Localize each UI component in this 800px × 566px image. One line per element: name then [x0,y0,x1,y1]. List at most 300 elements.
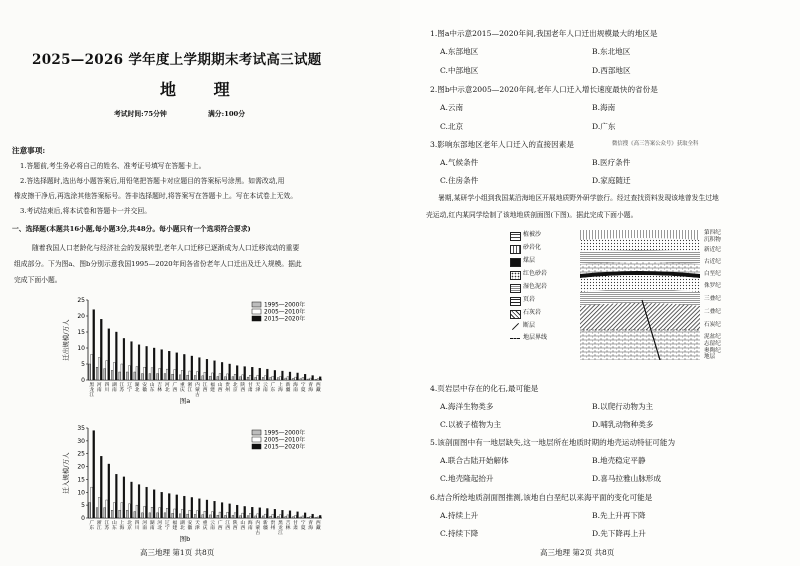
bar [115,332,117,380]
bar [149,513,151,518]
bar [310,516,312,518]
bar [141,513,143,518]
x-tick-label: 广东 [270,383,276,393]
bar [312,376,314,380]
bar [128,366,130,380]
bar [272,514,274,518]
y-tick-label: 0 [81,377,85,384]
legend-swatch [510,258,521,267]
stratum-label: 第四纪 [704,230,721,236]
bar [93,431,95,518]
legend-label: 湿色泥岩 [523,283,548,290]
bar [153,490,155,518]
bar [255,516,257,518]
bar [181,370,183,380]
q2-option-a[interactable]: A.云南 [440,103,464,112]
bar [161,492,163,518]
bar [214,501,216,518]
x-tick-label: 四川 [134,521,140,531]
stratum-label: 白垩纪 [704,271,721,277]
bar [270,377,272,380]
bar [168,351,170,380]
y-tick-label: 25 [77,450,85,458]
bar [229,504,231,518]
legend-label: 植被沙 [523,231,542,238]
q4-option-c[interactable]: C.以被子植物为主 [440,420,502,429]
bar [172,513,174,518]
x-tick-label: 青海 [308,521,314,531]
geology-diagram [510,230,770,360]
q4-option-a[interactable]: A.海洋生物类多 [440,402,494,411]
x-tick-label: 贵州 [270,521,276,531]
stratum-label: 古近纪 [704,259,721,265]
bar [96,508,98,518]
fault-symbol [512,323,519,330]
q5-option-b[interactable]: B.地壳稳定平静 [592,456,646,465]
x-tick-label: 河南 [142,521,148,531]
bar [249,375,251,380]
boundary-symbol [510,338,520,339]
bar [251,367,253,380]
bar [89,503,91,518]
q3-option-c[interactable]: C.住房条件 [440,176,479,185]
bar [191,497,193,518]
bar [138,345,140,380]
x-tick-label: 上海 [119,521,125,531]
bar [266,508,268,518]
q3-option-b[interactable]: B.医疗条件 [592,158,631,167]
bar [242,375,244,380]
bar [119,372,121,380]
legend-label: 1995—2000年 [264,302,306,309]
bar [247,377,249,380]
bar [176,353,178,380]
bar [189,371,191,380]
q2-option-d[interactable]: D.广东 [592,122,616,131]
bar [242,513,244,518]
bar [202,515,204,518]
bar [285,516,287,518]
bar [319,377,321,380]
bar [199,358,201,380]
bar [224,515,226,518]
watermark-stamp: 微信搜《高三答案公众号》获取全科 [612,141,699,147]
x-tick-label: 山东 [149,383,155,393]
x-tick-label: 天津 [195,521,200,531]
bar [179,375,181,380]
x-tick-label: 西藏 [315,521,321,531]
y-axis-label: 迁入规模/万人 [62,452,70,494]
y-tick-label: 30 [77,437,85,445]
x-tick-label: 山西 [240,521,246,531]
bar [289,372,291,380]
y-tick-label: 5 [81,361,85,368]
bar [292,378,294,380]
bar [98,358,100,380]
q3-option-a[interactable]: A.气候条件 [440,158,479,167]
q6-option-a[interactable]: A.持续上升 [440,511,479,520]
bar [308,379,310,380]
bar [289,511,291,518]
x-tick-label: 江苏 [104,521,110,531]
bar [164,374,166,380]
bar [89,364,91,380]
bar [146,487,148,518]
legend-swatch [510,310,521,319]
x-tick-label: 黑龙江 [89,383,95,398]
bar [304,374,306,380]
q6-option-d[interactable]: D.先下降再上升 [592,529,646,538]
bar [232,515,234,518]
bar [161,350,163,380]
bar [234,513,236,518]
x-tick-label: 重庆 [179,383,185,393]
x-tick-label: 海南 [247,521,253,531]
bar [136,505,138,518]
bar [236,366,238,380]
bar [264,514,266,518]
bar [126,510,128,518]
page-footer: 高三地理 第2页 共8页 [540,548,615,557]
bar [183,354,185,380]
bar [277,516,279,518]
bar [126,372,128,380]
bar [240,516,242,518]
bar [131,482,133,518]
q1-option-b[interactable]: B.东北地区 [592,47,631,56]
bar [209,515,211,518]
bar [194,514,196,518]
q6-option-c[interactable]: C.持续下降 [440,529,479,538]
notice-line: 1.答题前,考生务必将自己的姓名、准考证号填写在答题卡上。 [20,162,206,170]
bar [287,515,289,518]
subject-title: 地 理 [160,80,246,99]
bar [262,377,264,380]
x-tick-label: 山东 [112,521,117,531]
x-tick-label: 吉林 [157,383,163,393]
bar [211,512,213,518]
bar [164,513,166,518]
bar [266,369,268,380]
bar [153,348,155,380]
x-tick-label: 内蒙古 [195,383,200,398]
bar [166,508,168,518]
exam-title: 2025—2026 学年度上学期期末考试高三试题 [32,52,322,68]
bar [224,377,226,380]
bar [227,374,229,380]
bar [100,456,102,518]
bar [98,497,100,518]
y-tick-label: 0 [81,515,85,522]
question-4: 4.页岩层中存在的化石,最可能是 [430,384,539,393]
legend-label: 断层 [523,322,536,329]
bar [93,310,95,380]
legend-label: 2005—2010年 [264,309,306,316]
q3-option-d[interactable]: D.家庭随迁 [592,176,631,185]
legend-label: 2005—2010年 [264,437,306,444]
notice-line: 3.考试结束后,将本试卷和答题卡一并交回。 [20,207,151,215]
bar [149,374,151,380]
bar [196,372,198,380]
q4-option-b[interactable]: B.以爬行动物为主 [592,402,654,411]
question-2: 2.图b中示意2005—2020年间,老年人口迁入增长速度最快的省份是 [430,85,658,94]
bar [300,517,302,518]
bar [236,505,238,518]
bar [214,361,216,380]
bar [168,494,170,518]
bar [194,376,196,380]
chart-caption: 图b [179,535,191,542]
bar [206,500,208,518]
legend-label: 石灰岩 [523,309,542,316]
stratum-label: 地层 [704,354,716,360]
bar [317,517,319,518]
x-tick-label: 甘肃 [247,383,253,393]
x-tick-label: 重庆 [202,521,208,531]
bar [189,510,191,518]
x-tick-label: 西藏 [315,383,321,393]
bar [262,516,264,518]
bar [302,377,304,380]
x-tick-label: 江西 [225,521,231,531]
bar [229,364,231,380]
bar [227,512,229,518]
bar [183,496,185,518]
legend-swatch [510,284,521,293]
bar [181,510,183,518]
bar [104,369,106,380]
bar [134,372,136,380]
y-tick-label: 15 [77,476,85,484]
x-tick-label: 安徽 [187,521,193,531]
bar [131,342,133,380]
legend-swatch [510,271,521,280]
bar [282,510,284,518]
q4-option-d[interactable]: D.哺乳动物种类多 [592,420,654,429]
q1-option-a[interactable]: A.东部地区 [440,47,479,56]
x-tick-label: 黑龙江 [278,521,283,536]
stratum-label: 奥陶纪 [704,348,721,354]
bar [232,377,234,380]
x-tick-label: 辽宁 [127,383,132,393]
bar [111,370,113,380]
x-tick-label: 湖南 [149,521,155,531]
bar [121,503,123,518]
section-title: 一、选择题(本题共16小题,每小题3分,共48分。每小题只有一个选项符合要求) [12,225,251,233]
stratum-label: 志留纪 [704,341,721,347]
bar [221,362,223,380]
x-tick-label: 辽宁 [164,521,170,531]
bar [255,377,257,380]
bar [151,507,153,518]
bar [202,376,204,380]
bar [240,377,242,380]
bar [104,508,106,518]
y-tick-label: 35 [77,425,85,432]
bar [174,370,176,380]
legend-swatch [252,430,261,435]
bar [297,373,299,380]
legend-swatch [252,437,261,442]
page-footer: 高三地理 第1页 共8页 [140,548,215,557]
q1-option-c[interactable]: C.中部地区 [440,66,479,75]
q5-option-d[interactable]: D.喜马拉雅山脉形成 [592,474,661,483]
legend-swatch [510,297,521,306]
exam-time: 考试时间:75分钟 [114,110,167,118]
bar [279,515,281,518]
bar [91,354,93,380]
bar [264,376,266,380]
bar [108,329,110,380]
bar [196,511,198,518]
q5-option-c[interactable]: C.地壳隆起抬升 [440,474,494,483]
x-tick-label: 福建 [172,521,178,531]
bar [138,485,140,518]
bar [297,512,299,518]
bar [191,356,193,380]
q1-option-d[interactable]: D.西部地区 [592,66,631,75]
x-tick-label: 陕西 [232,521,238,531]
bar [204,511,206,518]
bar [157,513,159,518]
stratum-label: 沉积物 [704,237,721,243]
y-axis-label: 迁出规模/万人 [62,319,70,361]
bar [111,510,113,518]
legend-label: 页岩 [523,296,536,303]
stratum-label: 新近纪 [704,247,721,253]
bar [144,506,146,518]
bar [282,371,284,380]
legend-swatch [252,309,261,314]
q5-option-a[interactable]: A.联合古陆开始解体 [440,456,509,465]
bar [244,367,246,380]
y-tick-label: 10 [77,345,85,352]
x-tick-label: 宁夏 [300,383,306,393]
bar [277,378,279,380]
x-tick-label: 浙江 [96,521,102,531]
chart-caption: 图a [179,397,191,404]
bar [257,514,259,518]
bar [234,374,236,380]
x-tick-label: 湖北 [134,383,140,393]
bar [113,362,115,380]
bar [204,372,206,380]
x-tick-label: 云南 [262,383,268,393]
legend-swatch [252,302,261,307]
legend-label: 1995—2000年 [264,430,306,437]
x-tick-label: 浙江 [187,383,193,393]
y-tick-label: 15 [77,329,85,336]
bar [300,379,302,380]
x-tick-label: 云南 [210,521,215,531]
q6-option-b[interactable]: B.先上升再下降 [592,511,646,520]
bar [308,517,310,518]
y-tick-label: 20 [77,463,85,471]
bar [91,487,93,518]
passage2-line: 壳运动,红内某同学绘制了该地地质剖面图(下图)。据此完成下面小题。 [426,211,638,219]
bar [100,319,102,380]
bar [319,515,321,518]
x-tick-label: 北京 [232,383,238,393]
x-tick-label: 山西 [217,383,223,393]
y-tick-label: 20 [77,313,85,320]
legend-swatch [252,444,261,449]
bar [123,477,125,518]
bar [257,376,259,380]
bar [166,369,168,380]
passage2-line: 暑期,某研学小组到我国某沿海地区开展地质野外研学旅行。经过查找资料发现该地曾发生过地 [438,194,719,202]
bar [317,379,319,380]
x-tick-label: 江苏 [119,383,125,393]
chart-a [58,292,328,404]
notice-line: 橡皮擦干净后,再选涂其他答案标号。答非选择题时,将答案写在答题卡上。写在本试卷上无效。 [14,192,297,200]
bar [292,517,294,518]
x-tick-label: 河南 [96,383,102,393]
passage-line: 完成下面小题。 [14,276,62,284]
bar [249,513,251,518]
bar [251,507,253,518]
bar [176,495,178,518]
legend-swatch [510,232,521,241]
x-tick-label: 河北 [164,383,170,393]
legend-swatch [252,316,261,321]
bar [285,378,287,380]
bar [315,517,317,518]
bar [123,338,125,380]
bar [159,508,161,518]
cross-section [580,230,700,360]
bar [274,509,276,518]
x-tick-label: 广东 [89,521,95,531]
bar [244,506,246,518]
x-tick-label: 福建 [210,383,215,393]
bar [272,376,274,380]
x-tick-label: 广西 [172,383,178,393]
legend-label: 砂岩化 [523,244,542,251]
x-tick-label: 四川 [104,383,110,393]
bar [172,374,174,380]
legend-label: 2015—2020年 [264,316,306,323]
bar [159,368,161,380]
x-tick-label: 新疆 [285,383,291,393]
question-3: 3.影响东部地区老年人口迁入的直接因素是 [430,140,574,149]
chart-b [58,420,328,542]
bar [106,500,108,518]
stratum-label: 泥盆纪 [704,334,721,340]
bar [274,370,276,380]
q2-option-c[interactable]: C.北京 [440,122,464,131]
stratum-label: 二叠纪 [704,309,721,315]
bar [295,515,297,518]
passage-line: 随着我国人口老龄化与经济社会的发展转型,老年人口迁移已逐渐成为人口迁移流动的重要 [32,244,300,252]
bar [279,376,281,380]
q2-option-b[interactable]: B.海南 [592,103,616,112]
notice-line: 2.答选择题时,选出每小题答案后,用铅笔把答题卡对应题目的答案标号涂黑。如需改动,用 [20,177,285,185]
bar [113,503,115,518]
bar [106,361,108,380]
bar [310,378,312,380]
y-tick-label: 5 [81,502,85,510]
legend-swatch [510,245,521,254]
diagram-legend [510,230,580,360]
legend-label: 地层界线 [523,334,548,341]
x-tick-label: 江西 [202,383,208,393]
bar [217,376,219,380]
bar [119,510,121,518]
bar [141,374,143,380]
x-tick-label: 宁夏 [300,521,306,531]
x-tick-label: 海南 [293,383,298,393]
